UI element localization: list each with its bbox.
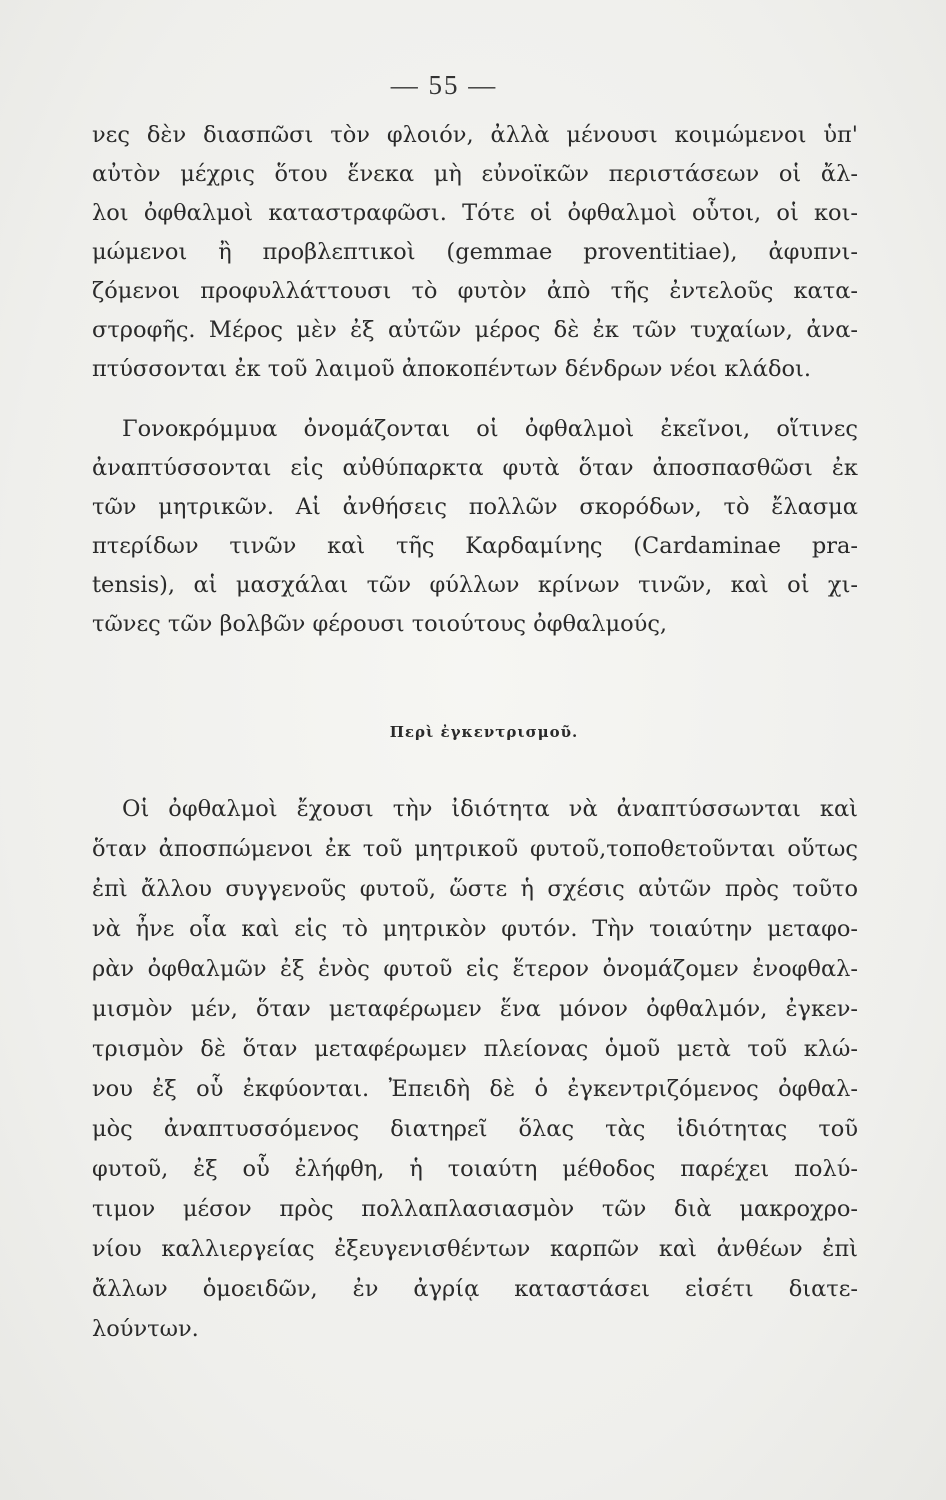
text-line: ζόμενοι προφυλλάττουσι τὸ φυτὸν ἀπὸ τῆς ἐντελοῦς κατα- — [92, 278, 858, 304]
text-line: ρὰν ὀφθαλμῶν ἐξ ἑνὸς φυτοῦ εἰς ἕτερον ὀνομάζομεν ἐνοφθαλ- — [92, 956, 858, 982]
text-line: Γονοκρόμμυα ὀνομάζονται οἱ ὀφθαλμοὶ ἐκεῖνοι, οἵτινες — [122, 416, 858, 442]
text-line: ὅταν ἀποσπώμενοι ἐκ τοῦ μητρικοῦ φυτοῦ,τοποθετοῦνται οὕτως — [92, 836, 858, 862]
text-line: ἀναπτύσσονται εἰς αὐθύπαρκτα φυτὰ ὅταν ἀποσπασθῶσι ἐκ — [92, 455, 858, 481]
page-number: — 55 — — [390, 70, 498, 100]
text-line: στροφῆς. Μέρος μὲν ἐξ αὐτῶν μέρος δὲ ἐκ τῶν τυχαίων, ἀνα- — [92, 317, 858, 343]
text-line: νὰ ἦνε οἷα καὶ εἰς τὸ μητρικὸν φυτόν. Τὴν τοιαύτην μεταφο- — [92, 916, 858, 942]
text-line: νίου καλλιεργείας ἐξευγενισθέντων καρπῶν καὶ ἀνθέων ἐπὶ — [92, 1236, 858, 1262]
text-line: τρισμὸν δὲ ὅταν μεταφέρωμεν πλείονας ὁμοῦ μετὰ τοῦ κλώ- — [92, 1036, 858, 1062]
text-line: λοι ὀφθαλμοὶ καταστραφῶσι. Τότε οἱ ὀφθαλμοὶ οὗτοι, οἱ κοι- — [92, 200, 858, 226]
text-line: ἄλλων ὁμοειδῶν, ἐν ἀγρίᾳ καταστάσει εἰσέτι διατε- — [92, 1276, 858, 1302]
text-line: τῶν μητρικῶν. Αἱ ἀνθήσεις πολλῶν σκορόδων, τὸ ἔλασμα — [92, 494, 858, 520]
text-line: ἐπὶ ἄλλου συγγενοῦς φυτοῦ, ὥστε ἡ σχέσις αὐτῶν πρὸς τοῦτο — [92, 876, 858, 902]
text-line: πτερίδων τινῶν καὶ τῆς Καρδαμίνης (Cardaminae pra- — [92, 533, 858, 559]
section-heading — [0, 723, 946, 741]
text-line: νου ἐξ οὗ ἐκφύονται. Ἐπειδὴ δὲ ὁ ἐγκεντριζόμενος ὀφθαλ- — [92, 1076, 858, 1102]
text-line: αὐτὸν μέχρις ὅτου ἕνεκα μὴ εὐνοϊκῶν περιστάσεων οἱ ἄλ- — [92, 161, 858, 187]
text-line: λούντων. — [92, 1316, 199, 1342]
text-line: μώμενοι ἢ προβλεπτικοὶ (gemmae proventitiae), ἀφυπνι- — [92, 239, 858, 265]
text-line: τῶνες τῶν βολβῶν φέρουσι τοιούτους ὀφθαλμούς, — [92, 611, 668, 637]
text-line: μὸς ἀναπτυσσόμενος διατηρεῖ ὅλας τὰς ἰδιότητας τοῦ — [92, 1116, 858, 1142]
text-line: Οἱ ὀφθαλμοὶ ἔχουσι τὴν ἰδιότητα νὰ ἀναπτύσσωνται καὶ — [122, 796, 858, 822]
section-heading-text: Περὶ ἐγκεντρισμοῦ. — [389, 723, 579, 741]
text-line: νες δὲν διασπῶσι τὸν φλοιόν, ἀλλὰ μένουσι κοιμώμενοι ὑπ' — [92, 122, 858, 148]
text-line: φυτοῦ, ἐξ οὗ ἐλήφθη, ἡ τοιαύτη μέθοδος παρέχει πολύ- — [92, 1156, 858, 1182]
text-line: πτύσσονται ἐκ τοῦ λαιμοῦ ἀποκοπέντων δένδρων νέοι κλάδοι. — [92, 356, 812, 382]
text-line: tensis), αἱ μασχάλαι τῶν φύλλων κρίνων τινῶν, καὶ οἱ χι- — [92, 572, 858, 598]
text-line: μισμὸν μέν, ὅταν μεταφέρωμεν ἕνα μόνον ὀφθαλμόν, ἐγκεν- — [92, 996, 858, 1022]
text-line: τιμον μέσον πρὸς πολλαπλασιασμὸν τῶν διὰ μακροχρο- — [92, 1196, 858, 1222]
